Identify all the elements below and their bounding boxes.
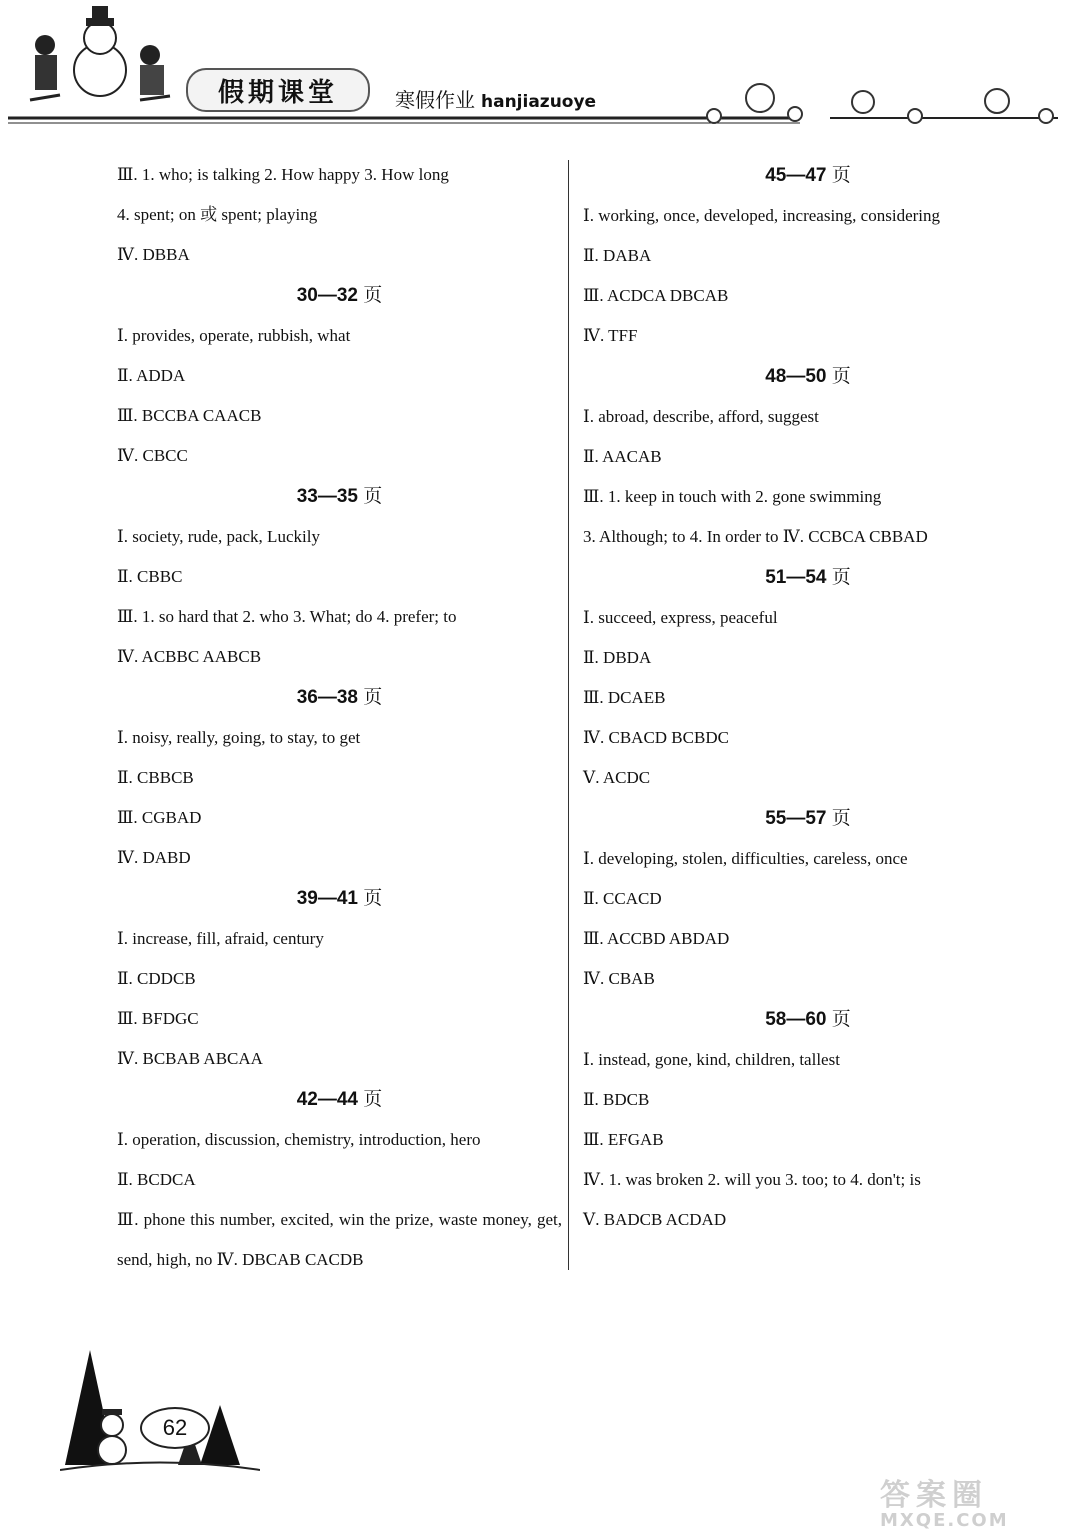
page-ye-label: 页 bbox=[831, 566, 851, 588]
brand-title: 假期课堂 bbox=[186, 68, 370, 112]
page-range: 36—38 bbox=[296, 687, 358, 708]
section-title bbox=[117, 476, 562, 517]
answer-line: Ⅲ. EFGAB bbox=[583, 1130, 664, 1149]
answer-line: Ⅱ. CBBC bbox=[117, 567, 183, 586]
page-ye-label: 页 bbox=[363, 485, 383, 507]
page-range: 30—32 bbox=[296, 285, 358, 306]
answer-line: Ⅰ. noisy, really, going, to stay, to get bbox=[117, 728, 361, 747]
answer-line: Ⅳ. DBBA bbox=[117, 245, 190, 264]
header-decoration bbox=[0, 0, 1066, 135]
section-title bbox=[117, 1079, 562, 1120]
page-range: 39—41 bbox=[296, 888, 358, 909]
answer-line: Ⅲ. DCAEB bbox=[583, 688, 666, 707]
answer-line: Ⅱ. CDDCB bbox=[117, 969, 196, 988]
page-ye-label: 页 bbox=[363, 284, 383, 306]
answer-line: Ⅰ. succeed, express, peaceful bbox=[583, 608, 778, 627]
answer-line: Ⅳ. 1. was broken 2. will you 3. too; to 4. don't; is bbox=[583, 1170, 921, 1189]
snowman-illustration-icon bbox=[30, 6, 170, 100]
answer-line: Ⅱ. BCDCA bbox=[117, 1170, 196, 1189]
page-range: 42—44 bbox=[296, 1089, 358, 1110]
answer-line: Ⅰ. working, once, developed, increasing, considering bbox=[583, 206, 940, 225]
answer-line: Ⅱ. AACAB bbox=[583, 447, 662, 466]
page-range: 58—60 bbox=[765, 1009, 827, 1030]
subtitle-pinyin: hanjiazuoye bbox=[481, 92, 597, 112]
page-ye-label: 页 bbox=[831, 164, 851, 186]
answer-line: Ⅳ. CBCC bbox=[117, 446, 188, 465]
section-title bbox=[117, 878, 562, 919]
answer-line: Ⅳ. DABD bbox=[117, 848, 191, 867]
answer-line: Ⅴ. ACDC bbox=[583, 768, 651, 787]
right-answer-column bbox=[583, 155, 1033, 1240]
answer-line: Ⅲ. 1. who; is talking 2. How happy 3. How long bbox=[117, 165, 449, 184]
page-ye-label: 页 bbox=[363, 887, 383, 909]
answer-line: Ⅰ. society, rude, pack, Luckily bbox=[117, 527, 320, 546]
answer-line: Ⅲ. BCCBA CAACB bbox=[117, 406, 262, 425]
answer-line: Ⅱ. CBBCB bbox=[117, 768, 194, 787]
column-divider bbox=[568, 160, 569, 1270]
answer-line: Ⅳ. CBACD BCBDC bbox=[583, 728, 729, 747]
watermark-line2: MXQE.COM bbox=[880, 1510, 1009, 1531]
header-subtitle bbox=[395, 84, 596, 113]
answer-line: Ⅱ. DBDA bbox=[583, 648, 652, 667]
section-title bbox=[583, 557, 1033, 598]
answer-line: Ⅲ. ACCBD ABDAD bbox=[583, 929, 730, 948]
answer-line: Ⅲ. 1. so hard that 2. who 3. What; do 4. prefer; to bbox=[117, 607, 457, 626]
section-title bbox=[583, 798, 1033, 839]
answer-line: Ⅳ. CBAB bbox=[583, 969, 655, 988]
answer-line: Ⅲ. CGBAD bbox=[117, 808, 202, 827]
page-ye-label: 页 bbox=[831, 365, 851, 387]
answer-line: Ⅳ. BCBAB ABCAA bbox=[117, 1049, 263, 1068]
answer-line: Ⅰ. abroad, describe, afford, suggest bbox=[583, 407, 819, 426]
section-title bbox=[583, 356, 1033, 397]
answer-line: Ⅲ. phone this number, excited, win the prize, waste money, get, send, high, no Ⅳ. DBCAB CACDB bbox=[117, 1210, 562, 1269]
page-range: 51—54 bbox=[765, 567, 827, 588]
answer-line: 4. spent; on 或 spent; playing bbox=[117, 205, 318, 224]
answer-line: Ⅱ. CCACD bbox=[583, 889, 662, 908]
page-header bbox=[0, 0, 1066, 135]
answer-line: Ⅰ. instead, gone, kind, children, tallest bbox=[583, 1050, 840, 1069]
subtitle-chinese: 寒假作业 bbox=[395, 88, 475, 112]
answer-line: Ⅰ. increase, fill, afraid, century bbox=[117, 929, 324, 948]
section-title bbox=[117, 677, 562, 718]
answer-line: Ⅴ. BADCB ACDAD bbox=[583, 1210, 727, 1229]
page-ye-label: 页 bbox=[363, 686, 383, 708]
page-range: 33—35 bbox=[296, 486, 358, 507]
page-range: 45—47 bbox=[765, 165, 827, 186]
answer-line: Ⅰ. developing, stolen, difficulties, careless, once bbox=[583, 849, 908, 868]
left-answer-column bbox=[117, 155, 562, 1280]
section-title bbox=[117, 275, 562, 316]
answer-line: Ⅰ. provides, operate, rubbish, what bbox=[117, 326, 351, 345]
answer-line: Ⅱ. BDCB bbox=[583, 1090, 650, 1109]
page-range: 55—57 bbox=[765, 808, 827, 829]
answer-line: Ⅱ. DABA bbox=[583, 246, 652, 265]
answer-line: Ⅲ. BFDGC bbox=[117, 1009, 199, 1028]
answer-line: Ⅳ. ACBBC AABCB bbox=[117, 647, 262, 666]
page-range: 48—50 bbox=[765, 366, 827, 387]
answer-line: Ⅲ. ACDCA DBCAB bbox=[583, 286, 729, 305]
page-number: 62 bbox=[140, 1407, 210, 1449]
page-ye-label: 页 bbox=[363, 1088, 383, 1110]
page-ye-label: 页 bbox=[831, 1008, 851, 1030]
answer-line: 3. Although; to 4. In order to Ⅳ. CCBCA CBBAD bbox=[583, 527, 928, 546]
section-title bbox=[583, 999, 1033, 1040]
watermark bbox=[880, 1470, 1060, 1530]
page-ye-label: 页 bbox=[831, 807, 851, 829]
answer-line: Ⅳ. TFF bbox=[583, 326, 638, 345]
answer-line: Ⅰ. operation, discussion, chemistry, introduction, hero bbox=[117, 1130, 481, 1149]
watermark-line1: 答案圈 bbox=[880, 1478, 988, 1513]
answer-line: Ⅲ. 1. keep in touch with 2. gone swimming bbox=[583, 487, 882, 506]
section-title bbox=[583, 155, 1033, 196]
answer-line: Ⅱ. ADDA bbox=[117, 366, 186, 385]
